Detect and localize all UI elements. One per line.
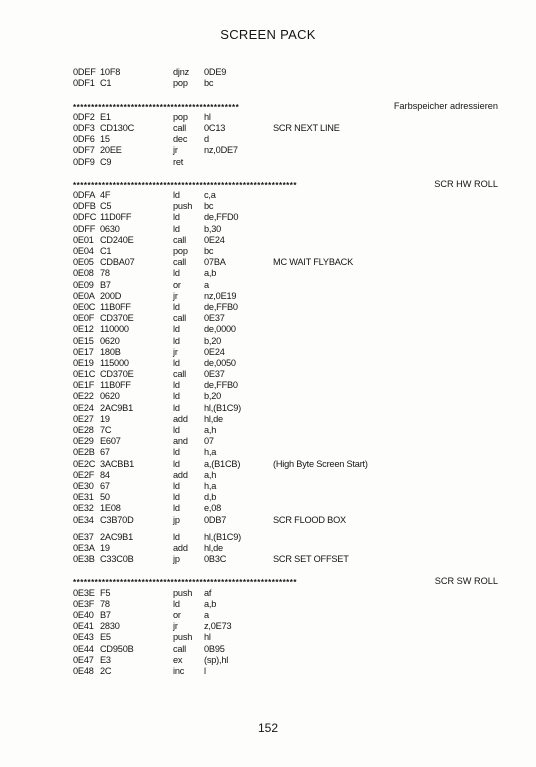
code-line [73,391,498,402]
mnemonic: call [173,643,186,654]
address: 0E04 [73,246,94,256]
hex-bytes: 10F8 [100,67,121,77]
operand: z,0E73 [204,621,232,632]
address: 0E37 [73,531,94,542]
mnemonic: ld [173,447,180,458]
code-line [73,67,498,78]
mnemonic: ex [173,654,183,665]
operand: nz,0DE7 [204,145,238,156]
operand: a [204,279,209,290]
code-line [73,425,498,436]
operand: d [204,134,209,145]
hex-bytes: 11D0FF [100,212,132,223]
code-line [73,324,498,335]
code-line [73,78,498,89]
code-line [73,313,498,324]
address: 0E0A [73,290,95,301]
operand: hl,de [204,413,223,424]
address: 0E1F [73,380,95,391]
operand: a,(B1CB) [204,458,241,469]
spacer [73,565,498,576]
code-line [73,436,498,447]
hex-bytes: 50 [100,492,110,503]
hex-bytes: 19 [100,413,110,424]
mnemonic: jr [173,145,178,156]
code-block [73,67,498,89]
code-line [73,280,498,291]
address: 0E08 [73,268,94,279]
mnemonic: pop [173,111,188,122]
mnemonic: add [173,413,188,424]
code-line [73,588,498,599]
page-number: 152 [257,721,279,735]
operand: h,a [204,480,217,491]
mnemonic: ld [173,190,180,201]
separator-stars: ************************************************************** [73,180,298,190]
address: 0E27 [73,413,94,424]
separator-stars: ********************************************** [73,102,240,112]
mnemonic: jr [173,346,178,357]
mnemonic: add [173,542,188,553]
code-line [73,190,498,201]
address: 0DF1 [73,78,95,89]
address: 0E41 [73,621,94,632]
mnemonic: push [173,201,193,212]
code-line [73,470,498,481]
operand: 0E37 [204,313,225,324]
address: 0E3B [73,554,95,565]
mnemonic: jp [173,514,180,525]
mnemonic: push [173,587,193,598]
operand: af [204,587,212,598]
address: 0DFA [73,190,96,201]
address: 0E47 [73,654,94,665]
code-line [73,543,498,554]
address: 0E43 [73,632,94,643]
address: 0E3F [73,598,95,609]
operand: hl,de [204,542,223,553]
code-line [73,302,498,313]
address: 0DFF [73,223,96,234]
operand: a,b [204,598,217,609]
address: 0E28 [73,425,94,435]
code-block [73,532,498,566]
code-line [73,358,498,369]
mnemonic: or [173,610,181,620]
address: 0DFC [73,212,97,223]
mnemonic: jr [173,290,178,301]
address: 0E32 [73,503,94,514]
address: 0DF7 [73,145,95,156]
page-title: SCREEN PACK [220,27,316,42]
hex-bytes: 67 [100,447,110,458]
code-line [73,212,498,223]
hex-bytes: 15 [100,134,110,145]
separator-stars: ************************************************************** [73,578,298,588]
hex-bytes: 200D [100,290,122,301]
hex-bytes: E607 [100,436,121,447]
mnemonic: ld [173,301,180,312]
address: 0E31 [73,492,94,503]
operand: 0E24 [204,346,225,357]
code-block [73,588,498,678]
address: 0DF3 [73,122,95,133]
address: 0E19 [73,357,94,368]
address: 0E29 [73,436,94,447]
mnemonic: call [173,122,186,133]
operand: l [204,665,206,676]
hex-bytes: C1 [100,246,112,256]
address: 0E12 [73,324,94,335]
code-line [73,224,498,235]
mnemonic: ld [173,480,180,491]
section-separator [73,576,498,587]
operand: 0B3C [204,554,227,565]
mnemonic: ld [173,425,180,435]
mnemonic: ld [173,324,180,335]
code-line [73,347,498,358]
mnemonic: or [173,279,181,290]
address: 0E09 [73,279,94,290]
mnemonic: dec [173,134,188,145]
comment: SCR SET OFFSET [273,554,349,565]
section-separator [73,101,498,112]
address: 0E17 [73,346,94,357]
address: 0E2C [73,458,96,469]
hex-bytes: CD950B [100,643,134,654]
comment: SCR FLOOD BOX [273,514,346,525]
operand: 0B95 [204,643,225,654]
hex-bytes: 110000 [100,324,129,335]
mnemonic: ld [173,503,180,514]
code-line [73,621,498,632]
code-line [73,268,498,279]
operand: hl [204,111,211,122]
hex-bytes: C5 [100,201,112,212]
operand: 07BA [204,257,226,268]
code-line [73,492,498,503]
operand: bc [204,78,214,89]
address: 0E3A [73,542,95,553]
mnemonic: ld [173,212,180,223]
operand: nz,0E19 [204,290,237,301]
code-line [73,599,498,610]
mnemonic: pop [173,246,188,256]
operand: 0DE9 [204,67,227,77]
code-line [73,503,498,514]
operand: bc [204,246,214,256]
hex-bytes: 1E08 [100,503,121,514]
operand: e,08 [204,503,222,514]
hex-bytes: CD370E [100,313,134,324]
operand: 0DB7 [204,514,227,525]
mnemonic: call [173,234,186,245]
code-line [73,246,498,257]
address: 0DFB [73,201,96,212]
hex-bytes: 3ACBB1 [100,458,135,469]
section-label: SCR HW ROLL [431,179,498,190]
code-line [73,201,498,212]
address: 0E2B [73,447,95,458]
code-line [73,123,498,134]
address: 0E48 [73,665,94,676]
address: 0DF2 [73,111,95,122]
mnemonic: ld [173,458,180,469]
address: 0E0C [73,301,96,312]
hex-bytes: 180B [100,346,121,357]
spacer [73,168,498,179]
code-line [73,336,498,347]
mnemonic: ld [173,335,180,346]
mnemonic: jr [173,621,178,632]
mnemonic: inc [173,665,185,676]
operand: de,FFB0 [204,380,238,391]
hex-bytes: F5 [100,587,111,598]
address: 0DF9 [73,156,95,167]
hex-bytes: CD130C [100,122,135,133]
address: 0E40 [73,610,94,620]
hex-bytes: 115000 [100,357,129,368]
mnemonic: call [173,313,186,324]
code-line [73,632,498,643]
code-line [73,112,498,123]
hex-bytes: 2C [100,665,112,676]
operand: hl,(B1C9) [204,402,242,413]
mnemonic: add [173,469,188,480]
hex-bytes: 84 [100,469,110,480]
hex-bytes: E3 [100,654,111,665]
operand: c,a [204,190,216,201]
address: 0E0F [73,313,95,324]
hex-bytes: CD240E [100,234,134,245]
code-block [73,112,498,168]
hex-bytes: 4F [100,190,111,201]
hex-bytes: C33C0B [100,554,134,565]
operand: a [204,610,209,620]
operand: 0E24 [204,234,225,245]
hex-bytes: 11B0FF [100,301,131,312]
hex-bytes: 0630 [100,223,120,234]
mnemonic: ld [173,223,180,234]
operand: 07 [204,436,214,447]
operand: bc [204,201,214,212]
hex-bytes: 11B0FF [100,380,131,391]
address: 0E1C [73,369,96,380]
address: 0E22 [73,391,94,402]
hex-bytes: CDBA07 [100,257,135,268]
operand: hl,(B1C9) [204,531,242,542]
mnemonic: ld [173,357,180,368]
code-line [73,257,498,268]
operand: 0C13 [204,122,226,133]
code-line [73,655,498,666]
hex-bytes: 0620 [100,391,120,402]
mnemonic: pop [173,78,188,89]
hex-bytes: 78 [100,268,110,279]
operand: (sp),hl [204,654,229,665]
code-line [73,134,498,145]
operand: de,0050 [204,357,236,368]
operand: de,0000 [204,324,236,335]
address: 0E3E [73,587,95,598]
code-line [73,235,498,246]
mnemonic: ret [173,156,184,167]
hex-bytes: 20EE [100,145,122,156]
operand: d,b [204,492,217,503]
code-line [73,369,498,380]
mnemonic: call [173,257,186,268]
code-line [73,157,498,168]
operand: 0E37 [204,369,225,380]
hex-bytes: E1 [100,111,111,122]
address: 0E01 [73,234,94,245]
operand: b,20 [204,391,222,402]
address: 0E24 [73,402,94,413]
code-line [73,459,498,470]
mnemonic: jp [173,554,180,565]
mnemonic: and [173,436,188,447]
mnemonic: ld [173,391,180,402]
comment: MC WAIT FLYBACK [273,257,354,268]
code-line [73,380,498,391]
hex-bytes: 78 [100,598,110,609]
operand: hl [204,632,211,643]
address: 0E30 [73,480,94,491]
code-block [73,190,498,526]
hex-bytes: 7C [100,425,112,435]
code-line [73,666,498,677]
hex-bytes: 2830 [100,621,120,632]
code-line [73,481,498,492]
address: 0E34 [73,514,94,525]
code-line [73,532,498,543]
operand: de,FFD0 [204,212,239,223]
mnemonic: ld [173,598,180,609]
operand: b,30 [204,223,222,234]
code-line [73,644,498,655]
hex-bytes: C9 [100,156,112,167]
address: 0DF6 [73,134,95,145]
hex-bytes: 2AC9B1 [100,531,134,542]
hex-bytes: C1 [100,78,112,89]
comment: SCR NEXT LINE [273,122,340,133]
spacer [73,89,498,100]
address: 0E05 [73,257,94,268]
mnemonic: ld [173,492,180,503]
operand: a,h [204,425,217,435]
address: 0E2F [73,469,95,480]
address: 0E44 [73,643,94,654]
hex-bytes: E5 [100,632,111,643]
code-line [73,291,498,302]
assembly-listing [73,67,498,677]
hex-bytes: 2AC9B1 [100,402,134,413]
operand: de,FFB0 [204,301,238,312]
code-line [73,554,498,565]
operand: a,h [204,469,217,480]
hex-bytes: 67 [100,480,110,491]
section-separator [73,179,498,190]
address: 0E15 [73,335,94,346]
hex-bytes: CD370E [100,369,134,380]
mnemonic: ld [173,268,180,279]
mnemonic: ld [173,380,180,391]
address: 0DEF [73,67,96,77]
mnemonic: call [173,369,186,380]
operand: b,20 [204,335,222,346]
hex-bytes: B7 [100,610,111,620]
code-line [73,414,498,425]
code-line [73,610,498,621]
mnemonic: push [173,632,193,643]
section-label: Farbspeicher adressieren [391,101,498,112]
mnemonic: ld [173,531,180,542]
hex-bytes: C3B70D [100,514,134,525]
section-label: SCR SW ROLL [432,576,498,587]
operand: a,b [204,268,217,279]
mnemonic: djnz [173,67,190,77]
comment: (High Byte Screen Start) [273,458,368,469]
code-line [73,515,498,526]
hex-bytes: 19 [100,542,110,553]
hex-bytes: 0620 [100,335,120,346]
code-line [73,145,498,156]
operand: h,a [204,447,217,458]
code-line [73,447,498,458]
code-line [73,403,498,414]
hex-bytes: B7 [100,279,111,290]
mnemonic: ld [173,402,180,413]
